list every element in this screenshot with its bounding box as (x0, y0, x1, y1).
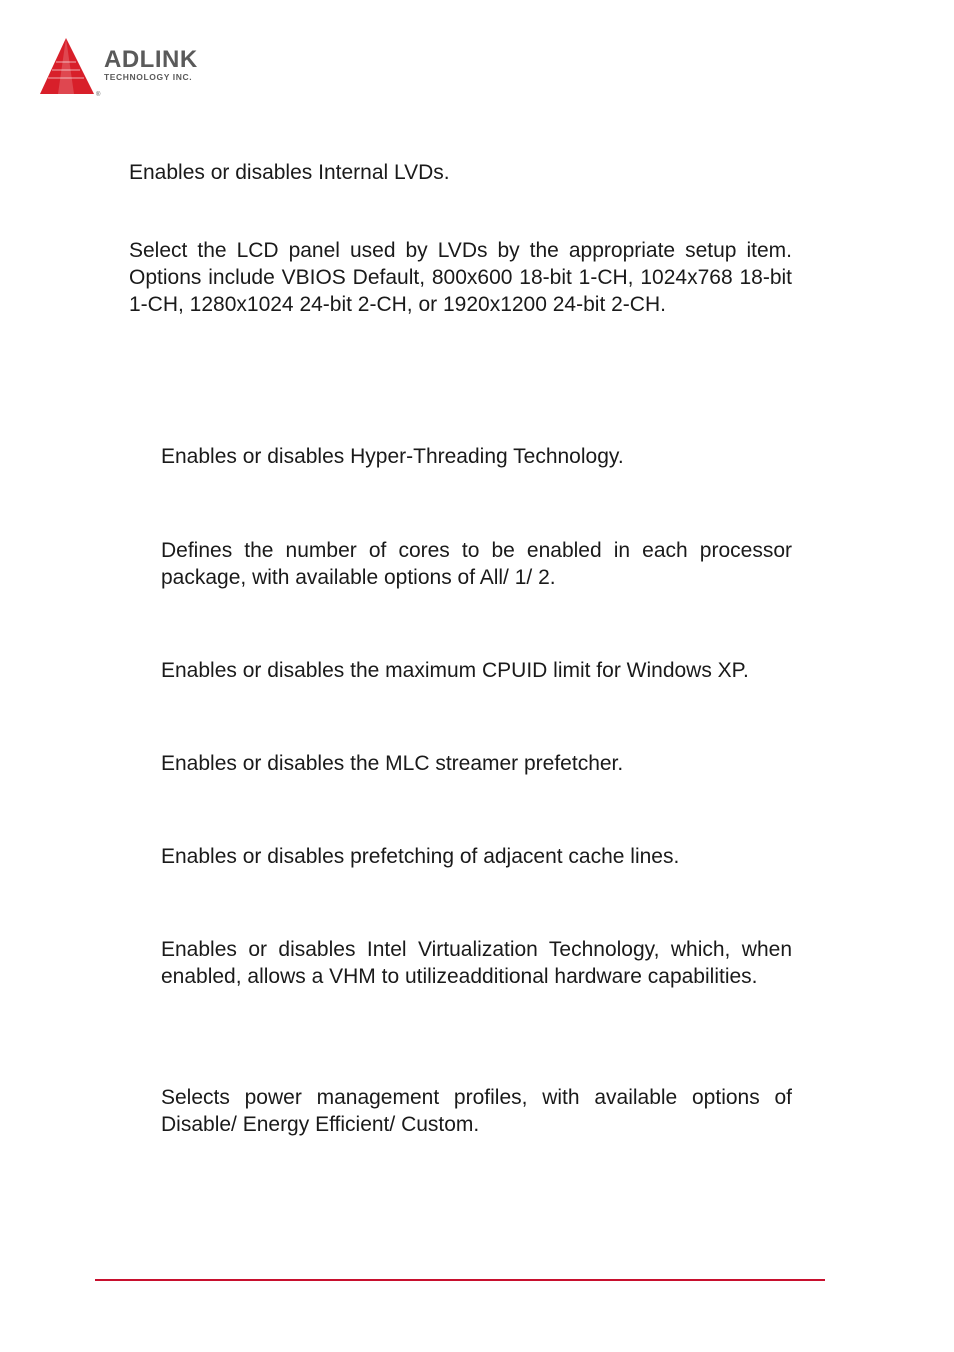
virtualization-description: Enables or disables Intel Virtualization Technology, which, when enabled, allows a VHM to utilizeadditional hardware capabilities. (161, 938, 792, 988)
lcd-panel-description: Select the LCD panel used by LVDs by the appropriate setup item. Options include VBIOS Default, 800x600 18-bit 1-CH, 1024x768 18-bit 1-CH, 1280x1024 24-bit 2-CH, or 1920x1200 24-bit 2-CH. (129, 239, 792, 316)
svg-text:®: ® (96, 92, 101, 98)
mlc-prefetcher-description: Enables or disables the MLC streamer prefetcher. (161, 752, 624, 775)
hyper-threading-description: Enables or disables Hyper-Threading Technology. (161, 445, 624, 468)
adlink-logo (38, 36, 238, 100)
cpuid-limit-description: Enables or disables the maximum CPUID limit for Windows XP. (161, 659, 749, 682)
logo-brand-text: ADLINK (104, 46, 198, 73)
logo-tagline: TECHNOLOGY INC. (104, 72, 193, 82)
active-cores-description: Defines the number of cores to be enabled in each processor package, with available options of All/ 1/ 2. (161, 539, 792, 589)
internal-lvds-description: Enables or disables Internal LVDs. (129, 161, 450, 184)
footer-divider (95, 1279, 825, 1281)
adjacent-cache-description: Enables or disables prefetching of adjacent cache lines. (161, 845, 680, 868)
power-management-description: Selects power management profiles, with available options of Disable/ Energy Efficient/ Custom. (161, 1086, 792, 1136)
